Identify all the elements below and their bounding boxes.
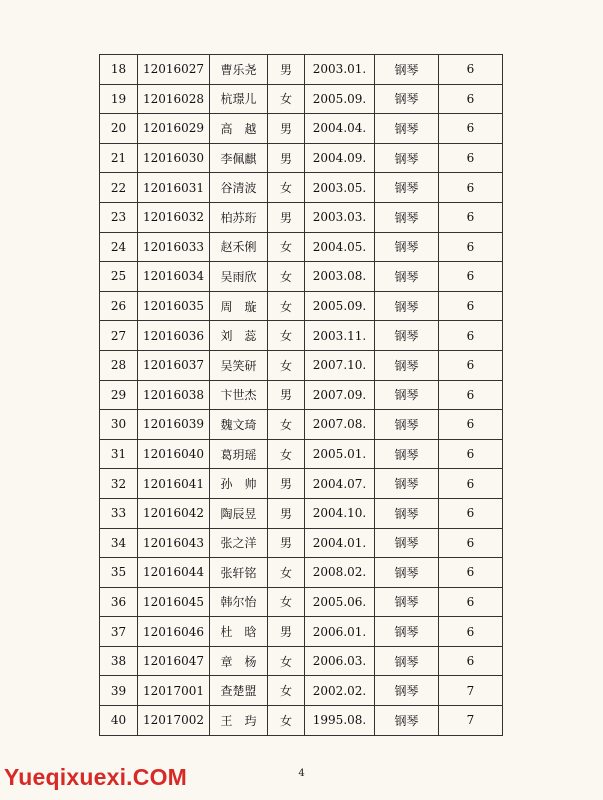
student-id-cell: 12016045 [138,587,210,617]
birth-date-cell: 2008.02. [305,558,375,588]
instrument-cell: 钢琴 [375,617,439,647]
name-cell: 葛玥瑶 [210,439,268,469]
grade-level-cell: 6 [439,380,503,410]
gender-cell: 男 [268,202,305,232]
row-index-cell: 22 [100,173,138,203]
table-row [100,469,503,499]
name-cell: 查楚盟 [210,676,268,706]
birth-date-cell: 2004.04. [305,114,375,144]
row-index-cell: 26 [100,291,138,321]
name-cell: 韩尔怡 [210,587,268,617]
instrument-cell: 钢琴 [375,262,439,292]
gender-cell: 女 [268,232,305,262]
name-cell: 张之洋 [210,528,268,558]
gender-cell: 男 [268,114,305,144]
instrument-cell: 钢琴 [375,84,439,114]
birth-date-cell: 2006.03. [305,646,375,676]
gender-cell: 女 [268,291,305,321]
roster-body [100,55,503,736]
table-row [100,617,503,647]
row-index-cell: 39 [100,676,138,706]
birth-date-cell: 2007.10. [305,350,375,380]
student-id-cell: 12017002 [138,706,210,736]
grade-level-cell: 6 [439,55,503,85]
row-index-cell: 19 [100,84,138,114]
table-row [100,114,503,144]
instrument-cell: 钢琴 [375,143,439,173]
birth-date-cell: 2003.05. [305,173,375,203]
student-id-cell: 12016029 [138,114,210,144]
row-index-cell: 38 [100,646,138,676]
grade-level-cell: 6 [439,498,503,528]
instrument-cell: 钢琴 [375,114,439,144]
gender-cell: 女 [268,676,305,706]
gender-cell: 女 [268,350,305,380]
name-cell: 陶辰昱 [210,498,268,528]
birth-date-cell: 2005.06. [305,587,375,617]
student-id-cell: 12016040 [138,439,210,469]
row-index-cell: 36 [100,587,138,617]
table-row [100,587,503,617]
birth-date-cell: 2005.01. [305,439,375,469]
grade-level-cell: 6 [439,202,503,232]
table-row [100,350,503,380]
table-row [100,321,503,351]
grade-level-cell: 6 [439,469,503,499]
birth-date-cell: 2004.07. [305,469,375,499]
site-watermark: Yueqixuexi.COM [4,764,188,790]
grade-level-cell: 6 [439,173,503,203]
birth-date-cell: 2004.01. [305,528,375,558]
gender-cell: 男 [268,380,305,410]
birth-date-cell: 2004.09. [305,143,375,173]
instrument-cell: 钢琴 [375,410,439,440]
table-row [100,202,503,232]
name-cell: 柏苏珩 [210,202,268,232]
name-cell: 魏文琦 [210,410,268,440]
row-index-cell: 18 [100,55,138,85]
instrument-cell: 钢琴 [375,321,439,351]
table-row [100,380,503,410]
birth-date-cell: 2004.10. [305,498,375,528]
row-index-cell: 32 [100,469,138,499]
name-cell: 孙 帅 [210,469,268,499]
name-cell: 卞世杰 [210,380,268,410]
table-row [100,291,503,321]
student-id-cell: 12016044 [138,558,210,588]
birth-date-cell: 2002.02. [305,676,375,706]
row-index-cell: 34 [100,528,138,558]
table-row [100,55,503,85]
table-row [100,262,503,292]
instrument-cell: 钢琴 [375,55,439,85]
instrument-cell: 钢琴 [375,173,439,203]
gender-cell: 女 [268,410,305,440]
birth-date-cell: 2004.05. [305,232,375,262]
instrument-cell: 钢琴 [375,380,439,410]
page-number: 4 [298,768,305,779]
table-row [100,439,503,469]
grade-level-cell: 6 [439,262,503,292]
table-row [100,143,503,173]
grade-level-cell: 6 [439,114,503,144]
instrument-cell: 钢琴 [375,232,439,262]
gender-cell: 男 [268,528,305,558]
table-row [100,528,503,558]
student-id-cell: 12016032 [138,202,210,232]
name-cell: 杭璟儿 [210,84,268,114]
name-cell: 高 越 [210,114,268,144]
student-roster-table [99,54,503,736]
instrument-cell: 钢琴 [375,676,439,706]
row-index-cell: 35 [100,558,138,588]
birth-date-cell: 2007.09. [305,380,375,410]
name-cell: 张轩铭 [210,558,268,588]
instrument-cell: 钢琴 [375,350,439,380]
name-cell: 吴笑研 [210,350,268,380]
row-index-cell: 29 [100,380,138,410]
table-row [100,498,503,528]
grade-level-cell: 6 [439,439,503,469]
grade-level-cell: 6 [439,558,503,588]
student-id-cell: 12016034 [138,262,210,292]
student-id-cell: 12016035 [138,291,210,321]
name-cell: 赵禾俐 [210,232,268,262]
gender-cell: 女 [268,587,305,617]
student-id-cell: 12016037 [138,350,210,380]
table-row [100,173,503,203]
table-row [100,706,503,736]
student-id-cell: 12016041 [138,469,210,499]
table-row [100,232,503,262]
name-cell: 谷清波 [210,173,268,203]
grade-level-cell: 6 [439,587,503,617]
instrument-cell: 钢琴 [375,646,439,676]
gender-cell: 女 [268,321,305,351]
gender-cell: 女 [268,706,305,736]
table-row [100,646,503,676]
gender-cell: 女 [268,173,305,203]
row-index-cell: 25 [100,262,138,292]
grade-level-cell: 6 [439,232,503,262]
row-index-cell: 20 [100,114,138,144]
birth-date-cell: 2005.09. [305,84,375,114]
birth-date-cell: 1995.08. [305,706,375,736]
student-id-cell: 12016043 [138,528,210,558]
grade-level-cell: 6 [439,646,503,676]
grade-level-cell: 6 [439,410,503,440]
birth-date-cell: 2003.03. [305,202,375,232]
student-id-cell: 12016031 [138,173,210,203]
name-cell: 曹乐尧 [210,55,268,85]
instrument-cell: 钢琴 [375,498,439,528]
table-row [100,558,503,588]
student-id-cell: 12016047 [138,646,210,676]
student-id-cell: 12017001 [138,676,210,706]
gender-cell: 男 [268,617,305,647]
birth-date-cell: 2007.08. [305,410,375,440]
name-cell: 刘 蕊 [210,321,268,351]
gender-cell: 男 [268,55,305,85]
table-row [100,410,503,440]
instrument-cell: 钢琴 [375,469,439,499]
instrument-cell: 钢琴 [375,558,439,588]
student-id-cell: 12016046 [138,617,210,647]
gender-cell: 男 [268,143,305,173]
row-index-cell: 33 [100,498,138,528]
gender-cell: 女 [268,439,305,469]
birth-date-cell: 2003.08. [305,262,375,292]
gender-cell: 女 [268,646,305,676]
row-index-cell: 37 [100,617,138,647]
grade-level-cell: 7 [439,706,503,736]
birth-date-cell: 2006.01. [305,617,375,647]
row-index-cell: 27 [100,321,138,351]
grade-level-cell: 7 [439,676,503,706]
row-index-cell: 31 [100,439,138,469]
gender-cell: 男 [268,498,305,528]
student-id-cell: 12016038 [138,380,210,410]
student-id-cell: 12016027 [138,55,210,85]
row-index-cell: 28 [100,350,138,380]
name-cell: 杜 晗 [210,617,268,647]
student-id-cell: 12016036 [138,321,210,351]
row-index-cell: 24 [100,232,138,262]
row-index-cell: 40 [100,706,138,736]
name-cell: 章 杨 [210,646,268,676]
birth-date-cell: 2005.09. [305,291,375,321]
gender-cell: 男 [268,469,305,499]
name-cell: 王 玙 [210,706,268,736]
gender-cell: 女 [268,558,305,588]
instrument-cell: 钢琴 [375,528,439,558]
row-index-cell: 23 [100,202,138,232]
name-cell: 李佩麒 [210,143,268,173]
instrument-cell: 钢琴 [375,706,439,736]
grade-level-cell: 6 [439,291,503,321]
instrument-cell: 钢琴 [375,202,439,232]
student-id-cell: 12016030 [138,143,210,173]
instrument-cell: 钢琴 [375,439,439,469]
birth-date-cell: 2003.01. [305,55,375,85]
student-id-cell: 12016028 [138,84,210,114]
grade-level-cell: 6 [439,528,503,558]
grade-level-cell: 6 [439,84,503,114]
student-id-cell: 12016042 [138,498,210,528]
birth-date-cell: 2003.11. [305,321,375,351]
grade-level-cell: 6 [439,321,503,351]
gender-cell: 女 [268,84,305,114]
name-cell: 周 璇 [210,291,268,321]
grade-level-cell: 6 [439,617,503,647]
grade-level-cell: 6 [439,350,503,380]
row-index-cell: 30 [100,410,138,440]
grade-level-cell: 6 [439,143,503,173]
name-cell: 吴雨欣 [210,262,268,292]
table-row [100,84,503,114]
gender-cell: 女 [268,262,305,292]
instrument-cell: 钢琴 [375,291,439,321]
student-id-cell: 12016039 [138,410,210,440]
row-index-cell: 21 [100,143,138,173]
student-id-cell: 12016033 [138,232,210,262]
instrument-cell: 钢琴 [375,587,439,617]
table-row [100,676,503,706]
